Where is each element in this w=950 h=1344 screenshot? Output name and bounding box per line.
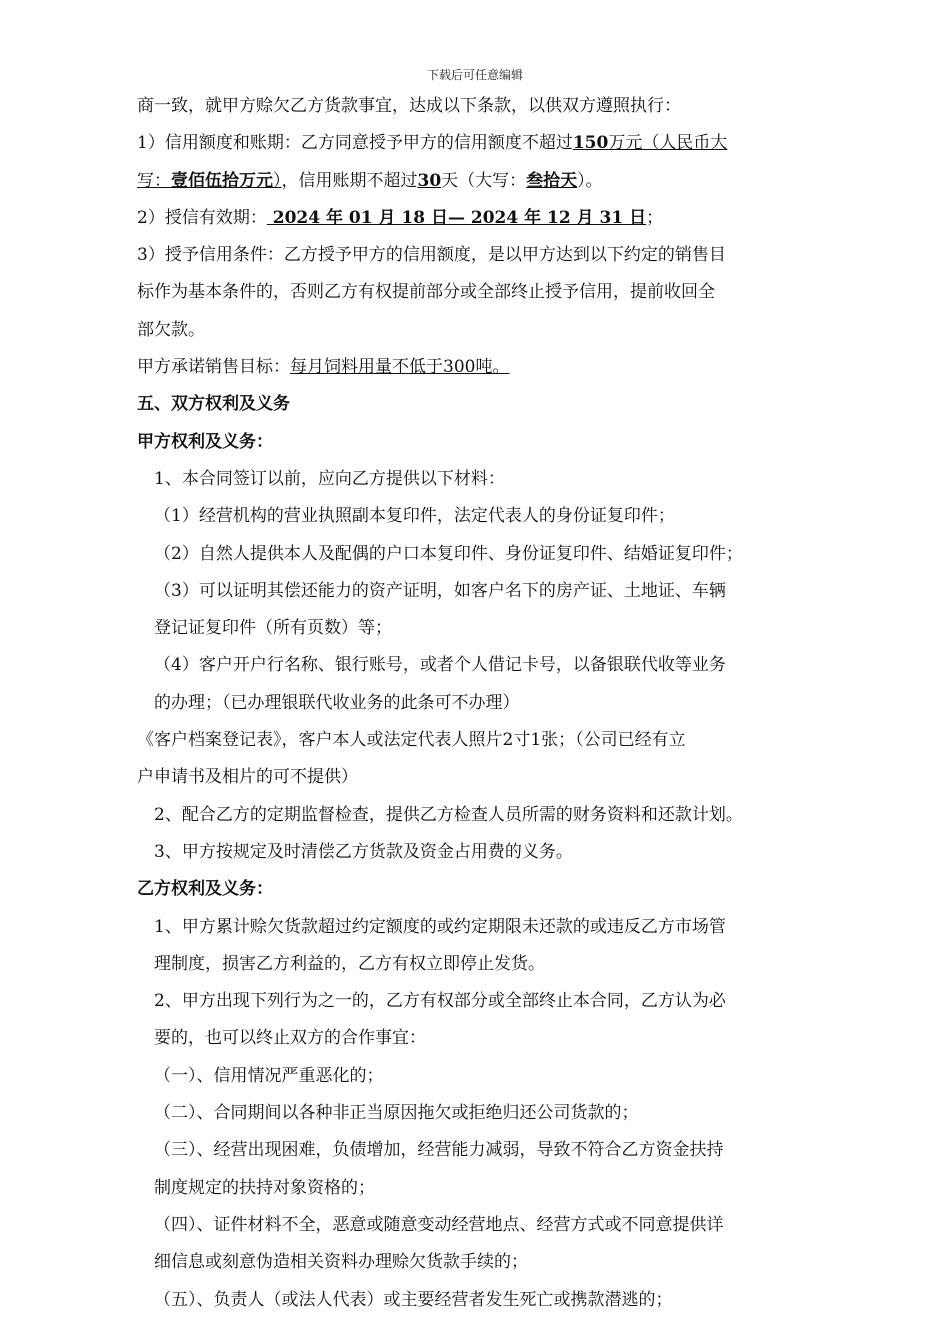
party-a-heading: 甲方权利及义务： bbox=[137, 431, 273, 452]
party-a-line: 1、本合同签订以前，应向乙方提供以下材料： bbox=[154, 468, 505, 489]
party-b-heading: 乙方权利及义务： bbox=[137, 879, 273, 900]
page-header: 下载后可任意编辑 bbox=[426, 68, 523, 82]
party-b-line: 1、甲方累计赊欠货款超过约定额度的或约定期限未还款的或违反乙方市场管 bbox=[154, 916, 726, 937]
party-b-line: 理制度，损害乙方利益的，乙方有权立即停止发货。 bbox=[154, 953, 545, 974]
party-a-line: （4）客户开户行名称、银行账号，或者个人借记卡号，以备银联代收等业务 bbox=[154, 655, 726, 676]
party-b-line: （一）、信用情况严重恶化的； bbox=[154, 1065, 384, 1086]
party-b-line: （五）、负责人（或法人代表）或主要经营者发生死亡或携款潜逃的； bbox=[154, 1289, 673, 1310]
party-a-line: 登记证复印件（所有页数）等； bbox=[154, 618, 392, 639]
clause-text: 2）授信有效期： bbox=[137, 207, 267, 228]
target-label: 甲方承诺销售目标： bbox=[137, 357, 290, 378]
party-a-line: 3、甲方按规定及时清偿乙方货款及资金占用费的义务。 bbox=[154, 841, 573, 862]
party-b-line: （二）、合同期间以各种非正当原因拖欠或拒绝归还公司货款的； bbox=[154, 1103, 639, 1124]
clause-text: 天（大写： bbox=[441, 170, 527, 191]
credit-days-cn: 叁拾天 bbox=[526, 170, 578, 191]
party-b-line: （三）、经营出现困难，负债增加，经营能力减弱，导致不符合乙方资金扶持 bbox=[154, 1140, 724, 1161]
party-a-line: （3）可以证明其偿还能力的资产证明，如客户名下的房产证、土地证、车辆 bbox=[154, 580, 726, 601]
party-a-line: （2）自然人提供本人及配偶的户口本复印件、身份证复印件、结婚证复印件； bbox=[154, 543, 743, 564]
paragraph: 商一致，就甲方赊欠乙方货款事宜，达成以下条款，以供双方遵照执行： bbox=[137, 96, 681, 116]
credit-limit-clause bbox=[137, 125, 817, 162]
sales-target bbox=[137, 349, 817, 386]
clause-text: ，信用账期不超过 bbox=[281, 170, 418, 191]
party-b-line: （四）、证件材料不全，恶意或随意变动经营地点、经营方式或不同意提供详 bbox=[154, 1214, 724, 1235]
party-b-line: 要的，也可以终止双方的合作事宜： bbox=[154, 1028, 426, 1049]
validity-period: 2024 年 01 月 18 日— 2024 年 12 月 31 日 bbox=[266, 207, 647, 228]
validity-clause bbox=[137, 200, 817, 237]
clause-text: ） bbox=[273, 170, 282, 191]
credit-unit: 万元（人民币大 bbox=[608, 133, 728, 154]
condition-line: 标作为基本条件的，否则乙方有权提前部分或全部终止授予信用，提前收回全 bbox=[137, 282, 715, 303]
credit-days: 30 bbox=[417, 170, 442, 191]
party-b-line: 制度规定的扶持对象资格的； bbox=[154, 1177, 375, 1198]
party-a-line: （1）经营机构的营业执照副本复印件，法定代表人的身份证复印件； bbox=[154, 506, 675, 527]
section-heading: 五、双方权利及义务 bbox=[137, 394, 290, 415]
credit-amount-cn: 壹佰伍拾万元 bbox=[171, 170, 273, 191]
clause-text: 1）信用额度和账期：乙方同意授予甲方的信用额度不超过 bbox=[137, 133, 573, 154]
clause-text: ）。 bbox=[577, 170, 603, 191]
credit-limit-clause-cont bbox=[137, 163, 817, 200]
target-value: 每月饲料用量不低于300吨。 bbox=[290, 357, 510, 378]
party-b-line: 细信息或刻意伪造相关资料办理赊欠货款手续的； bbox=[154, 1252, 528, 1273]
clause-text: 写： bbox=[137, 170, 171, 191]
credit-amount: 150 bbox=[572, 133, 609, 154]
party-a-line: 《客户档案登记表》，客户本人或法定代表人照片2寸1张；（公司已经有立 bbox=[137, 730, 686, 751]
party-a-line: 户申请书及相片的可不提供） bbox=[137, 767, 358, 788]
clause-text: ； bbox=[646, 207, 664, 228]
condition-line: 3）授予信用条件：乙方授予甲方的信用额度，是以甲方达到以下约定的销售目 bbox=[137, 245, 726, 266]
condition-line: 部欠款。 bbox=[137, 319, 205, 340]
document-body bbox=[137, 88, 817, 1319]
party-a-line: 的办理；（已办理银联代收业务的此条可不办理） bbox=[154, 692, 520, 713]
party-b-line: 2、甲方出现下列行为之一的，乙方有权部分或全部终止本合同，乙方认为必 bbox=[154, 991, 726, 1012]
party-a-line: 2、配合乙方的定期监督检查，提供乙方检查人员所需的财务资料和还款计划。 bbox=[154, 804, 743, 825]
